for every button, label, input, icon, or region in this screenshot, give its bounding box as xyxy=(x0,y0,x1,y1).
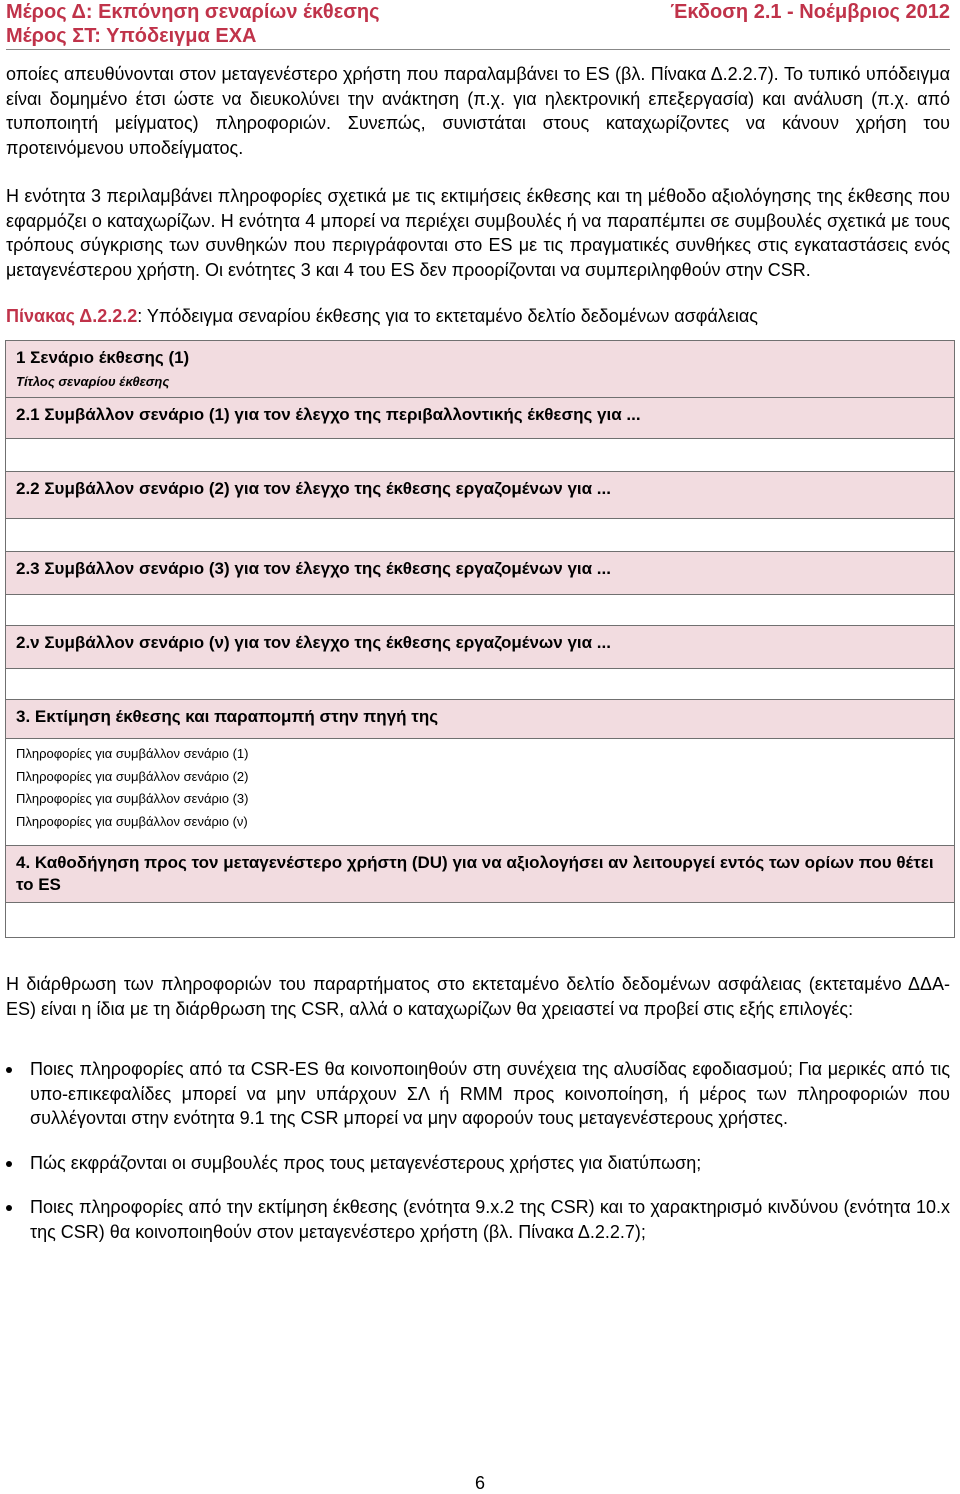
table-row xyxy=(6,669,955,700)
info-line: Πληροφορίες για συμβάλλον σενάριο (3) xyxy=(16,791,249,806)
table-caption-text: : Υπόδειγμα σεναρίου έκθεσης για το εκτεταμένο δελτίο δεδομένων ασφάλειας xyxy=(137,306,758,326)
table-row xyxy=(6,341,955,398)
table-cell-empty xyxy=(6,519,955,552)
table-cell xyxy=(6,626,955,669)
table-cell-empty xyxy=(6,903,955,938)
after-table-paragraph: Η διάρθρωση των πληροφοριών του παραρτήματος στο εκτεταμένο δελτίο δεδομένων ασφάλειας (εκτεταμένο ΔΔΑ-ES) είναι η ίδια με τη διάρθρωση της CSR, αλλά ο καταχωρίζων θα χρειαστεί να προβεί στις εξής επιλογές: xyxy=(6,974,950,1019)
table-cell-empty xyxy=(6,669,955,700)
header-row-1 xyxy=(6,0,950,24)
table-cell-empty xyxy=(6,439,955,472)
table-row xyxy=(6,595,955,626)
table-row xyxy=(6,739,955,846)
row-1-subtitle: Τίτλος σεναρίου έκθεσης xyxy=(16,374,170,389)
header-part-d: Μέρος Δ: Εκπόνηση σεναρίων έκθεσης xyxy=(6,1,380,23)
row-1-title: 1 Σενάριο έκθεσης (1) xyxy=(16,348,190,367)
info-line: Πληροφορίες για συμβάλλον σενάριο (ν) xyxy=(16,813,248,829)
table-row xyxy=(6,700,955,739)
table-cell xyxy=(6,552,955,595)
row-2-1-title: 2.1 Συμβάλλον σενάριο (1) για τον έλεγχο της περιβαλλοντικής έκθεσης για ... xyxy=(16,405,641,424)
table-cell xyxy=(6,398,955,439)
page-number: 6 xyxy=(474,1473,485,1493)
page-header xyxy=(6,0,950,48)
table-row xyxy=(6,519,955,552)
info-line: Πληροφορίες για συμβάλλον σενάριο (2) xyxy=(16,768,249,784)
table-cell xyxy=(6,472,955,519)
table-cell xyxy=(6,739,955,846)
intro-paragraph: οποίες απευθύνονται στον μεταγενέστερο χρήστη που παραλαμβάνει το ES (βλ. Πίνακα Δ.2.2.7). Το τυπικό υπόδειγμα είναι δομημένο έτσι ώστε να διευκολύνει την ανάκτηση (π.χ. για ηλεκτρονική επεξεργασία) και ανάλυση (π.χ. από τυποποιητή μείγματος) πληροφοριών. Συνεπώς, συνιστάται στους καταχωρίζοντες να κάνουν χρήση του προτεινόμενου υποδείγματος. xyxy=(6,64,950,158)
table-cell xyxy=(6,700,955,739)
header-part-st: Μέρος ΣΤ: Υπόδειγμα ΕΧΑ xyxy=(6,25,257,47)
header-edition: Έκδοση 2.1 - Νοέμβριος 2012 xyxy=(670,1,950,23)
header-row-2 xyxy=(6,24,950,48)
table-row xyxy=(6,903,955,938)
page-content xyxy=(6,62,950,1264)
table-row xyxy=(6,472,955,519)
row-4-title: 4. Καθοδήγηση προς τον μεταγενέστερο χρήστη (DU) για να αξιολογήσει αν λειτουργεί εντός των ορίων που θέτει το ES xyxy=(16,853,934,894)
row-2-2-title: 2.2 Συμβάλλον σενάριο (2) για τον έλεγχο της έκθεσης εργαζομένων για ... xyxy=(16,479,611,498)
table-row xyxy=(6,626,955,669)
header-rule xyxy=(6,49,950,50)
list-item: Ποιες πληροφορίες από τα CSR-ES θα κοινοποιηθούν στη συνέχεια της αλυσίδας εφοδιασμού; Για μερικές από τις υπο-επικεφαλίδες μπορεί να μην υπάρχουν ΣΛ ή RMM προς κοινοποίηση, ή μέρος των πληροφοριών που συλλέγονται στην ενότητα 9.1 της CSR μπορεί να μην αφορούν τους μεταγενέστερους χρήστες. xyxy=(6,1057,950,1131)
list-item: Ποιες πληροφορίες από την εκτίμηση έκθεσης (ενότητα 9.x.2 της CSR) και το χαρακτηρισμό κινδύνου (ενότητα 10.x της CSR) θα κοινοποιηθούν στον μεταγενέστερο χρήστη (βλ. Πίνακα Δ.2.2.7); xyxy=(6,1195,950,1244)
table-cell xyxy=(6,341,955,398)
table-row xyxy=(6,846,955,903)
choices-list xyxy=(6,1057,950,1244)
exposure-scenario-template-table xyxy=(5,340,955,938)
row-2-v-title: 2.ν Συμβάλλον σενάριο (ν) για τον έλεγχο της έκθεσης εργαζομένων για ... xyxy=(16,633,611,652)
table-cell-empty xyxy=(6,595,955,626)
table-caption xyxy=(6,304,950,328)
list-item: Πώς εκφράζονται οι συμβουλές προς τους μεταγενέστερους χρήστες για διατύπωση; xyxy=(6,1151,950,1176)
table-row xyxy=(6,552,955,595)
table-row xyxy=(6,439,955,472)
table-caption-label: Πίνακας Δ.2.2.2 xyxy=(6,306,138,326)
row-3-title: 3. Εκτίμηση έκθεσης και παραπομπή στην πηγή της xyxy=(16,707,439,726)
sections-paragraph: Η ενότητα 3 περιλαμβάνει πληροφορίες σχετικά με τις εκτιμήσεις έκθεσης και τη μέθοδο αξιολόγησης της έκθεσης που εφαρμόζει ο καταχωρίζων. Η ενότητα 4 μπορεί να περιέχει συμβουλές ή να παραπέμπει σε συμβουλές σχετικά με τους τρόπους σύγκρισης των συνθηκών που περιγράφονται στο ES με τις πραγματικές συνθήκες στις εγκαταστάσεις ενός μεταγενέστερου χρήστη. Οι ενότητες 3 και 4 του ES δεν προορίζονται να συμπεριληφθούν στην CSR. xyxy=(6,186,950,280)
row-2-3-title: 2.3 Συμβάλλον σενάριο (3) για τον έλεγχο της έκθεσης εργαζομένων για ... xyxy=(16,559,611,578)
table-row xyxy=(6,398,955,439)
info-line: Πληροφορίες για συμβάλλον σενάριο (1) xyxy=(16,746,249,761)
table-cell xyxy=(6,846,955,903)
